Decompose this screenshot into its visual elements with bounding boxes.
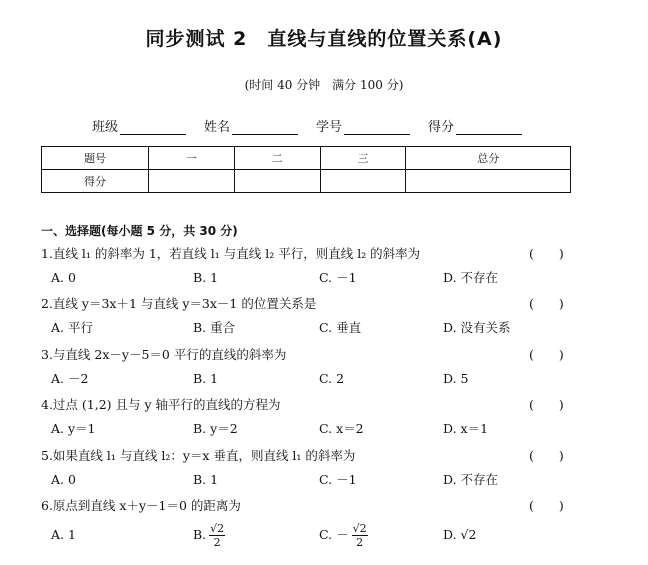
score-table-header-row [42,147,571,170]
section-heading: 一、选择题(每小题 5 分，共 30 分) [41,224,238,238]
option-a[interactable]: A. 0 [51,270,76,285]
question-3 [41,345,581,389]
question-stem: 5.如果直线 l₁ 与直线 l₂：y＝x 垂直，则直线 l₁ 的斜率为 [41,448,356,463]
option-b[interactable]: B. 1 [193,270,219,285]
score-table-cell: 总分 [406,147,571,170]
question-6 [41,496,581,550]
answer-blank[interactable]: ( ) [529,246,564,261]
answer-blank[interactable]: ( ) [529,498,564,513]
answer-blank[interactable]: ( ) [529,397,564,412]
option-c[interactable]: C. －1 [319,472,357,487]
option-a[interactable]: A. 平行 [51,320,93,335]
option-b-label: B. [193,527,207,542]
option-d[interactable]: D. 不存在 [443,472,499,487]
class-field[interactable] [92,116,186,135]
question-4 [41,395,581,439]
score-label: 得分 [428,120,455,135]
score-table-cell: 二 [234,147,320,170]
option-c[interactable]: C. －1 [319,270,357,285]
answer-blank[interactable]: ( ) [529,347,564,362]
option-c[interactable] [319,520,368,550]
question-stem: 2.直线 y＝3x＋1 与直线 y＝3x－1 的位置关系是 [41,296,317,311]
option-a[interactable]: A. 1 [51,527,76,542]
score-entry-cell[interactable] [320,170,406,193]
score-table-cell: 题号 [42,147,149,170]
answer-blank[interactable]: ( ) [529,448,564,463]
score-table-cell: 一 [149,147,235,170]
fraction [209,522,225,549]
option-b[interactable] [193,520,225,550]
score-field[interactable] [428,116,522,135]
option-d[interactable]: D. 不存在 [443,270,499,285]
option-b[interactable]: B. 1 [193,472,219,487]
fraction-numerator: √2 [210,522,225,535]
score-table-cell: 得分 [42,170,149,193]
score-table [41,146,571,193]
question-5 [41,446,581,490]
option-b[interactable]: B. 1 [193,371,219,386]
option-c[interactable]: C. 垂直 [319,320,362,335]
name-label: 姓名 [204,120,231,135]
option-d[interactable]: D. √2 [443,527,477,542]
score-entry-cell[interactable] [234,170,320,193]
student-id-field[interactable] [316,116,410,135]
answer-blank[interactable]: ( ) [529,296,564,311]
score-blank[interactable] [456,119,522,135]
option-d[interactable]: D. 没有关系 [443,320,511,335]
question-1 [41,244,581,288]
score-table-score-row [42,170,571,193]
fraction-denominator: 2 [356,536,364,549]
option-b[interactable]: B. y＝2 [193,421,238,436]
option-d[interactable]: D. x＝1 [443,421,489,436]
question-stem: 1.直线 l₁ 的斜率为 1，若直线 l₁ 与直线 l₂ 平行，则直线 l₂ 的斜率为 [41,246,421,261]
name-field[interactable] [204,116,298,135]
option-a[interactable]: A. 0 [51,472,76,487]
option-c[interactable]: C. x＝2 [319,421,364,436]
option-a[interactable]: A. y＝1 [51,421,96,436]
score-table-cell: 三 [320,147,406,170]
option-c[interactable]: C. 2 [319,371,345,386]
option-a[interactable]: A. －2 [51,371,89,386]
question-2 [41,294,581,338]
question-stem: 3.与直线 2x－y－5＝0 平行的直线的斜率为 [41,347,287,362]
option-c-label: C. － [319,527,349,542]
option-d[interactable]: D. 5 [443,371,469,386]
score-entry-cell[interactable] [149,170,235,193]
score-entry-cell[interactable] [406,170,571,193]
student-info-row [92,116,522,135]
fraction-numerator: √2 [352,522,367,535]
fraction [352,522,368,549]
option-b[interactable]: B. 重合 [193,320,236,335]
class-label: 班级 [92,120,119,135]
student-id-label: 学号 [316,120,343,135]
question-stem: 6.原点到直线 x＋y－1＝0 的距离为 [41,498,241,513]
question-stem: 4.过点 (1,2) 且与 y 轴平行的直线的方程为 [41,397,281,412]
page-title: 同步测试 2 直线与直线的位置关系(A) [145,28,503,50]
student-id-blank[interactable] [344,119,410,135]
fraction-denominator: 2 [213,536,221,549]
class-blank[interactable] [120,119,186,135]
name-blank[interactable] [232,119,298,135]
exam-time-info: (时间 40 分钟 满分 100 分) [244,78,404,92]
